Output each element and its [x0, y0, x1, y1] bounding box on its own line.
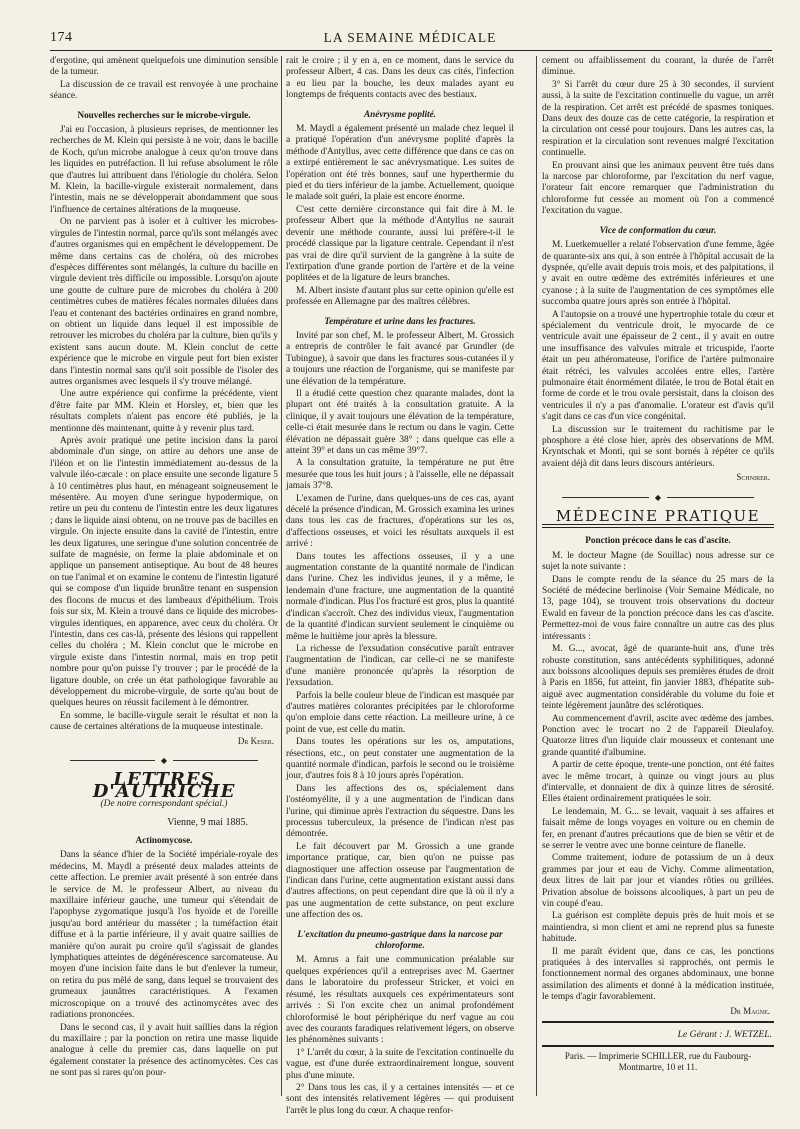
- section-heading: Anévrysme poplité.: [364, 108, 436, 119]
- signature: Schnirer.: [736, 472, 770, 483]
- paragraph: M. Albert insiste d'autant plus sur cette opinion qu'elle est professée en Allemagne par des maîtres célèbres.: [286, 285, 514, 308]
- paragraph: La discussion de ce travail est renvoyée à une prochaine séance.: [50, 79, 278, 102]
- paragraph: L'examen de l'urine, dans quelques-uns de ces cas, ayant décelé la présence d'indican, M. Grossich examina les urines dans tous les cas de fractures, d'opérations sur les os, d'affections osseuses, et voici les résultats auxquels il est arrivé :: [286, 493, 514, 550]
- column-divider: [281, 56, 282, 1096]
- printer-imprint: [542, 1051, 774, 1073]
- article-title: LETTRES D'AUTRICHE: [92, 769, 236, 802]
- paragraph: Invité par son chef, M. le professeur Albert, M. Grossich a entrepris de contrôler le fait avancé par Grundler (de Tubingue), à savoir que dans les fractures sous-cutanées il y a toujours une réaction de l'organisme, qui se manifeste par une élévation de la température.: [286, 330, 514, 387]
- paragraph: Parfois la belle couleur bleue de l'indican est masquée par d'autres matières colorantes précipitées par le chloroforme qu'on emploie dans cette réaction. La meilleure urine, à ce point de vue, est celle du matin.: [286, 690, 514, 735]
- paragraph: Dans les affections des os, spécialement dans l'ostéomyélite, il y a une augmentation de l'indican dans l'urine, qui diminue après l'extraction du séquestre. Dans les processus tuberculeux, la présence de l'indican n'est pas démontrée.: [286, 783, 514, 840]
- journal-title: LA SEMAINE MÉDICALE: [323, 30, 497, 45]
- paragraph: 3° Si l'arrêt du cœur dure 25 à 30 secondes, il survient aussi, à la suite de l'excitation continuelle du vague, un arrêt de la respiration. Cet arrêt est précédé de spasmes toniques. Dans deux des douze cas de cette catégorie, la respiration et la circulation ont cessé pour toujours. Dans les autres cas, la respiration et la circulation sont revenues malgré l'excitation continuelle.: [542, 79, 774, 159]
- paragraph: Comme traitement, iodure de potassium de un à deux grammes par jour et eau de Vichy. Comme alimentation, deux litres de lait par jour et viandes rôties ou grillées. Privation absolue de boissons alcooliques, à part un peu de vin coupé d'eau.: [542, 853, 774, 910]
- signature: Dr Magne.: [730, 1005, 770, 1016]
- paragraph: Dans le compte rendu de la séance du 25 mars de la Société de médecine berlinoise (Voir Semaine Médicale, no 13, page 104), se trouvent trois observations du docteur Ewald en faveur de la ponction précoce dans les cas d'ascite. Permettez-moi de vous faire connaître un autre cas des plus intéressants :: [542, 574, 774, 642]
- paragraph: Après avoir pratiqué une petite incision dans la paroi abdominale d'un singe, on attire au dehors une anse de l'iléon et on lie l'intestin immédiatement au-dessus de la valvule iléo-cæcale : on place ensuite une seconde ligature 5 à 10 centimètres plus haut, en ménageant soigneusement le mésentère. Au moyen d'une seringue hypodermique, on retire un peu du contenu de l'intestin entre les deux ligatures ; dans le liquide ainsi obtenu, on ne trouve pas de bacilles en virgule. On injecte ensuite dans la cavité de l'intestin, entre les deux ligatures, une seringue d'une solution concentrée de sulfate de magnésie, on ferme la plaie abdominale et on applique un pansement antiseptique. Au bout de 48 heures on tue l'animal et on examine le contenu de l'intestin ligaturé qui se compose d'un liquide brunâtre tenant en suspension des flocons de mucus et des lambeaux d'épithélium. Trois fois sur six, M. Klein a trouvé dans ce liquide des microbes-virgules identiques, en apparence, avec ceux du choléra. Or l'intestin, dans ces cas-là, présente des lésions qui rappellent celles du choléra ; M. Klein conclut que le microbe en virgule existe dans l'intestin normal, mais en trop petit nombre pour qu'on puisse l'y trouver ; par le procédé de la ligature double, on crée un état pathologique favorable au développement du microbe-virgule, de sorte qu'au bout de quelques heures on réussit facilement à le démontrer.: [50, 436, 278, 709]
- article-subtitle: (De notre correspondant spécial.): [100, 799, 228, 810]
- paragraph: Le fait découvert par M. Grossich a une grande importance pratique, car, bien qu'on ne puisse pas diagnostiquer une affection osseuse par l'augmentation de l'indican dans l'urine, cette augmentation existant aussi dans d'autres affections, on peut cependant dire que là où il n'y a pas une augmentation de cette substance, on peut exclure une affection des os.: [286, 841, 514, 921]
- paragraph: A la consultation gratuite, la température ne put être mesurée que tous les huit jours ; à l'aisselle, elle ne dépassait jamais 37°8.: [286, 458, 514, 492]
- separator: ◆: [70, 755, 258, 766]
- paragraph: Dans toutes les affections osseuses, il y a une augmentation constante de la quantité normale de l'indican dans l'urine. Chez les individus jeunes, il y a même, le lendemain d'une fracture, une augmentation de la quantité normale d'indican. Plus l'os fracturé est gros, plus la quantité d'indican s'accroît. Chez des individus vieux, l'augmentation de la quantité d'indican survient seulement le cinquième ou même le huitième jour après la blessure.: [286, 551, 514, 642]
- section-heading: L'excitation du pneumo-gastrique dans la narcose par chloroforme.: [297, 928, 503, 951]
- footer-rule: [542, 1021, 774, 1023]
- paragraph: M. G..., avocat, âgé de quarante-huit ans, d'une très robuste constitution, sans antécédents syphilitiques, adonné aux boissons alcooliques depuis ses premières études de droit à Paris en 1856, fut atteint, fin janvier 1883, d'hépatite sub-aiguë avec augmentation considérable du volume du foie et teinte légèrement jaunâtre des sclérotiques.: [542, 644, 774, 712]
- paragraph: Il a étudié cette question chez quarante malades, dont la plupart ont été traités à la consultation gratuite. A la clinique, il y avait toujours une élévation de la température, celle-ci était mesurée dans le rectum ou dans le vagin. Cette élévation ne dépassait guère 38° ; dans quelque cas elle a atteint 39° et dans un cas même 39°7.: [286, 388, 514, 456]
- paragraph: rait le croire ; il y en a, en ce moment, dans le service du professeur Albert, 4 cas. Dans les deux cas cités, l'infection a eu lieu par la bouche, les deux malades ayant eu longtemps de fréquents contacts avec des bestiaux.: [286, 56, 514, 101]
- separator: ◆: [562, 492, 754, 503]
- paragraph: A partir de cette époque, trente-une ponction, ont été faites avec le même trocart, à quinze ou vingt jours au plus d'intervalle, et donnaient de dix à quinze litres de sérosité. Elles étaient ordinairement pratiquées le soir.: [542, 760, 774, 805]
- column-1: [50, 56, 278, 1096]
- paragraph: Une autre expérience qui confirme la précédente, vient d'être faite par MM. Klein et Horsley, et, bien que les résultats complets n'aient pas encore été publiés, je la mentionne dès maintenant, quitte à y revenir plus tard.: [50, 389, 278, 434]
- paragraph: La discussion sur le traitement du rachitisme par le phosphore a été close hier, après des observations de MM. Kryntschak et Monti, qui se sont bornés à répéter ce qu'ils avaient déjà dit dans leurs discours antérieurs.: [542, 424, 774, 469]
- header-rule: [50, 50, 772, 51]
- column-divider: [536, 56, 537, 1096]
- paragraph: La guérison est complète depuis près de huit mois et se maintiendra, si mon client et ami ne reprend plus sa funeste habitude.: [542, 911, 774, 945]
- paragraph: La richesse de l'exsudation consécutive paraît entraver l'augmentation de l'indican, car celle-ci ne se manifeste d'une manière prononcée qu'après la résorption de l'exsudation.: [286, 643, 514, 689]
- paragraph: J'ai eu l'occasion, à plusieurs reprises, de mentionner les recherches de M. Klein qui persiste à ne voir, dans le bacille de Koch, qu'un microbe analogue à ceux qu'on trouve dans les liquides en putréfaction. Il lui refuse absolument le rôle que d'autres lui attribuent dans l'étiologie du choléra. Selon M. Klein, la bacille-virgule existerait normalement, dans l'intestin, mais ne se développerait abondamment que sous l'influence de certaines altérations de la muqueuse.: [50, 125, 278, 215]
- paragraph: 1° L'arrêt du cœur, à la suite de l'excitation continuelle du vague, est d'une durée extraordinairement longue, souvent plus d'une minute.: [286, 1047, 514, 1081]
- paragraph: Dans le second cas, il y avait huit saillies dans la région du maxillaire ; par la ponction on retira une masse liquide analogue à celle du premier cas, dans laquelle on put également constater la présence des actinomycètes. Ces cas ne sont pas si rares qu'on pour-: [50, 1022, 278, 1079]
- paragraph: Il me paraît évident que, dans ce cas, les ponctions pratiquées à des intervalles si rapprochés, ont permis le fonctionnement normal des organes abdominaux, une bonne assimilation des aliments et donné à la médication instituée, le temps d'agir favorablement.: [542, 946, 774, 1003]
- imprint-line: Paris. — Imprimerie SCHILLER, rue du Faubourg-: [564, 1050, 752, 1061]
- double-rule: [542, 524, 774, 528]
- paragraph: 2° Dans tous les cas, il y a certaines intensités — et ce sont des intensités relativement légères — qui produisent l'arrêt le plus long du cœur. A chaque renfor-: [286, 1082, 514, 1116]
- paragraph: Dans toutes les opérations sur les os, amputations, résections, etc., on peut constater une augmentation de la quantité normale d'indican, parfois le second ou le troisième jour, d'autres fois 8 à 10 jours après l'opération.: [286, 737, 514, 782]
- paragraph: On ne parvient pas à isoler et à cultiver les microbes-virgules de l'intestin normal, parce qu'ils sont mélangés avec d'autres organismes qui en empêchent le développement. De même dans certains cas de choléra, où des microbes d'espèces différentes sont mélangés, la culture du bacille en virgule devient très difficile ou impossible. Lorsqu'on ajoute une goutte de culture pure de microbes du choléra à 200 centimètres cubes de matières fécales normales diluées dans l'eau et contenant des bactéries ordinaires en grand nombre, on obtient un liquide dans lequel il est impossible de retrouver les microbes du choléra par la culture, bien qu'ils y existent sans aucun doute. M. Klein conclut de cette expérience que le microbe en virgule peut fort bien exister dans l'intestin normal sans qu'il soit possible de l'isoler des autres organismes avec lesquels il s'y trouve mélangé.: [50, 217, 278, 387]
- paragraph: Dans la séance d'hier de la Société impériale-royale des médecins, M. Maydl a présenté deux malades atteints de cette affection. Le premier avait présenté à son entrée dans le service de M. le professeur Albert, au niveau du maxillaire inférieur gauche, une tumeur qui s'étendait de l'apophyse zygomatique jusqu'à l'os hyoïde et de l'oreille jusqu'au bord antérieur du masséter ; la tuméfaction était diffuse et à la partie inférieure, il y avait quatre saillies de manière qu'on aurait pu croire qu'il s'agissait de glandes lymphatiques atteintes de dégénérescence sarcomateuse. Au moyen d'une incision faite dans le but d'enlever la tumeur, on retira du pus mêlé de sang, dans lequel se trouvaient des grumeaux jaunâtres caractéristiques. A l'examen microscopique on a trouvé des actinomycètes avec des radiations prononcées.: [50, 850, 278, 1021]
- paragraph: C'est cette dernière circonstance qui fait dire à M. le professeur Albert que la méthode d'Antyllus ne saurait devenir une méthode courante, aussi lui préfère-t-il le procédé classique par la ligature centrale. Cependant il n'est pas vrai de dire qu'il survient de la gangrène à la suite de l'extirpation d'une grande portion de l'artère et de la veine poplitées et de la ligature de leurs branches.: [286, 204, 514, 284]
- column-2: [286, 56, 514, 1116]
- paragraph: M. Luetkemueller a relaté l'observation d'une femme, âgée de quarante-six ans qui, à son entrée à l'hôpital accusait de la dyspnée, qu'elle avait depuis trois mois, et des palpitations, il y avait en outre œdème des extrémités inférieures et une cyanose ; à la suite de l'augmentation de ces symptômes elle succomba quatre jours après son entrée à l'hôpital.: [542, 240, 774, 308]
- section-title: MÉDECINE PRATIQUE: [555, 507, 761, 526]
- paragraph: M. Maydl a également présenté un malade chez lequel il a pratiqué l'opération d'un anévrysme poplité d'après la méthode d'Antyllus, avec cette différence que dans ce cas on a extirpé entièrement le sac anévrysmatique. Les suites de l'opération ont été très bonnes, sauf une hyperthermie du pied et du tiers inférieur de la jambe. Actuellement, quoique le malade soit guéri, la plaie est encore énorme.: [286, 124, 514, 203]
- paragraph: En prouvant ainsi que les animaux peuvent être tués dans la narcose par chloroforme, par l'excitation du nerf vague, l'orateur fait encore remarquer que l'administration du chloroforme fut cessée au moment où l'on a commencé l'excitation du vague.: [542, 160, 774, 217]
- dateline: Vienne, 9 mai 1885.: [167, 816, 248, 828]
- paragraph: A l'autopsie on a trouvé une hypertrophie totale du cœur et spécialement du ventricule droit, le myocarde de ce ventricule avait une épaisseur de 2 cent., il y avait en outre une insuffisance des valvules mitrale et tricuspide, l'aorte était un peu athéromateuse, l'orifice de l'artère pulmonaire était rétréci, les valvules accolées entre elles, l'artère pulmonaire était énormément dilatée, le trou de Botal était en forme de corde et le trou ovale persistait, dans la cloison des ventricules il n'y a pas d'anomalie. L'orateur est d'avis qu'il s'agit dans ce cas d'un vice congénital.: [542, 309, 774, 423]
- section-heading: Vice de conformation du cœur.: [599, 224, 717, 235]
- paragraph: En somme, le bacille-virgule serait le résultat et non la cause de certaines altérations de la muqueuse intestinale.: [50, 710, 278, 733]
- manager-line: Le Gérant : J. WETZEL.: [677, 1029, 772, 1041]
- section-heading: Nouvelles recherches sur le microbe-virgule.: [77, 109, 251, 120]
- page-header: [50, 30, 770, 48]
- signature: Dr Keser.: [237, 735, 274, 746]
- footer-rule: [542, 1045, 774, 1047]
- paragraph: d'ergotine, qui amènent quelquefois une diminution sensible de la tumeur.: [50, 56, 278, 78]
- paragraph: cement ou affaiblissement du courant, la durée de l'arrêt diminue.: [542, 56, 774, 78]
- paragraph: M. Amrus a fait une communication préalable sur quelques expériences qu'il a entreprises avec M. Gaertner dans le laboratoire du professeur Stricker, et voici en résumé, les résultats auxquels ces expérimentateurs sont arrivés : Si l'on excite chez un animal profondément chloroformisé le bout périphérique du nerf vague au cou avec des courants faradiques relativement légers, on observe les phénomènes suivants :: [286, 955, 514, 1046]
- paragraph: M. le docteur Magne (de Souillac) nous adresse sur ce sujet la note suivante :: [542, 550, 774, 573]
- section-heading: Actinomycose.: [135, 835, 193, 845]
- paragraph: Au commencement d'avril, ascite avec œdème des jambes. Ponction avec le trocart no 2 de l'appareil Dieulafoy. Quatorze litres d'un liquide clair mousseux et contenant une grande quantité d'albumine.: [542, 713, 774, 758]
- section-heading: Température et urine dans les fractures.: [324, 315, 476, 326]
- imprint-line: Montmartre, 10 et 11.: [618, 1061, 698, 1072]
- paragraph: Le lendemain, M. G... se levait, vaquait à ses affaires et faisait même de longs voyages en voiture ou en chemin de fer, en prenant d'autres précautions que de bien se vêtir et de se serrer le ventre avec une bonne ceinture de flanelle.: [542, 806, 774, 851]
- page-number: 174: [50, 30, 73, 45]
- column-3: [542, 56, 774, 1096]
- section-heading: Ponction précoce dans le cas d'ascite.: [585, 535, 731, 546]
